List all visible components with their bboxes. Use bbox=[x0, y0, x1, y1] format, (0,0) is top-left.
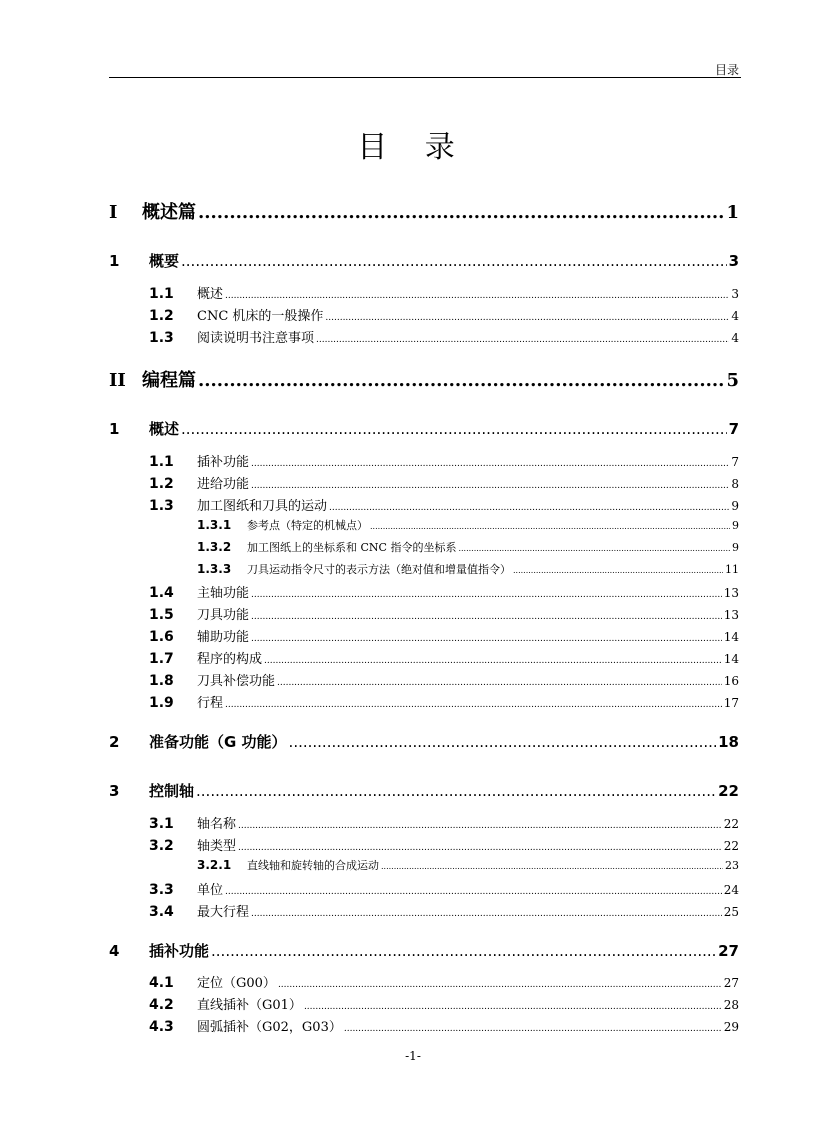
toc-entry[interactable] bbox=[109, 473, 739, 492]
toc-entry-title: 概述篇 bbox=[142, 202, 196, 223]
toc-leader-dots bbox=[251, 634, 722, 644]
toc-leader-dots bbox=[196, 782, 716, 800]
toc-entry-number: 1.9 bbox=[149, 695, 174, 711]
toc-entry-title: 插补功能 bbox=[197, 455, 250, 470]
toc-entry-number: 4.3 bbox=[149, 1019, 174, 1035]
toc-entry[interactable] bbox=[109, 940, 739, 961]
toc-entry-title: 最大行程 bbox=[197, 905, 250, 920]
toc-entry-title: 准备功能（G 功能） bbox=[149, 733, 287, 751]
toc-entry[interactable] bbox=[109, 604, 739, 623]
toc-entry-number: 1.3 bbox=[149, 498, 174, 514]
toc-entry-title: 刀具运动指令尺寸的表示方法（绝对值和增量值指令） bbox=[247, 563, 511, 576]
toc-entry-number: 3.2 bbox=[149, 838, 174, 854]
toc-entry-page: 27 bbox=[718, 942, 739, 960]
toc-entry-page: 22 bbox=[723, 839, 739, 853]
toc-entry[interactable] bbox=[109, 670, 739, 689]
toc-entry-page: 14 bbox=[723, 630, 739, 644]
toc-entry[interactable] bbox=[109, 305, 739, 324]
toc-entry-title: 程序的构成 bbox=[197, 652, 263, 667]
toc-entry-title: 刀具补偿功能 bbox=[197, 674, 276, 689]
page-number: -1- bbox=[405, 1049, 421, 1063]
toc-entry-title: 加工图纸和刀具的运动 bbox=[197, 499, 328, 514]
toc-entry-title: 概述 bbox=[197, 287, 224, 302]
toc-leader-dots bbox=[370, 522, 730, 531]
toc-entry-page: 28 bbox=[723, 998, 739, 1012]
toc-entry-number: 4 bbox=[109, 942, 120, 960]
toc-entry-title: 主轴功能 bbox=[197, 586, 250, 601]
toc-entry-title: 加工图纸上的坐标系和 CNC 指令的坐标系 bbox=[247, 541, 457, 554]
toc-leader-dots bbox=[251, 481, 729, 491]
toc-entry-title: 阅读说明书注意事项 bbox=[197, 331, 315, 346]
toc-entry-number: 1.1 bbox=[149, 286, 174, 302]
toc-entry-number: 1 bbox=[109, 420, 120, 438]
toc-entry[interactable] bbox=[109, 994, 739, 1013]
toc-leader-dots bbox=[278, 980, 722, 990]
toc-leader-dots bbox=[238, 821, 722, 831]
toc-entry-page: 1 bbox=[726, 202, 739, 223]
toc-entry-page: 22 bbox=[723, 817, 739, 831]
toc-entry-page: 27 bbox=[723, 976, 739, 990]
toc-leader-dots bbox=[289, 733, 717, 751]
toc-entry[interactable] bbox=[109, 327, 739, 346]
toc-leader-dots bbox=[238, 843, 722, 853]
toc-entry-number: 3 bbox=[109, 782, 120, 800]
toc-leader-dots bbox=[277, 678, 722, 688]
toc-entry-number: 3.2.1 bbox=[197, 858, 232, 872]
toc-entry-title: 轴类型 bbox=[197, 839, 237, 854]
toc-entry-number: 1.3.3 bbox=[197, 562, 232, 576]
toc-entry-page: 14 bbox=[723, 652, 739, 666]
page-title: 目 录 bbox=[357, 130, 469, 165]
toc-entry-page: 16 bbox=[723, 674, 739, 688]
toc-entry-title: 定位（G00） bbox=[197, 976, 276, 991]
toc-entry-page: 7 bbox=[731, 455, 739, 469]
toc-entry-page: 24 bbox=[723, 883, 739, 897]
toc-entry[interactable] bbox=[109, 879, 739, 898]
toc-entry-number: 3.4 bbox=[149, 904, 174, 920]
toc-leader-dots bbox=[251, 590, 722, 600]
toc-entry-page: 4 bbox=[731, 309, 739, 323]
toc-leader-dots bbox=[198, 202, 724, 223]
toc-entry-number: 4.1 bbox=[149, 975, 174, 991]
toc-entry-number: 1.3.1 bbox=[197, 518, 232, 532]
toc-entry-number: 4.2 bbox=[149, 997, 174, 1013]
toc-entry-number: 1.3.2 bbox=[197, 540, 232, 554]
toc-leader-dots bbox=[381, 862, 723, 871]
toc-entry-number: 1 bbox=[109, 252, 120, 270]
toc-entry-number: 1.8 bbox=[149, 673, 174, 689]
toc-entry-number: 1.2 bbox=[149, 308, 174, 324]
toc-entry-page: 18 bbox=[718, 733, 739, 751]
toc-leader-dots bbox=[225, 700, 722, 710]
toc-entry[interactable] bbox=[109, 813, 739, 832]
toc-leader-dots bbox=[251, 459, 729, 469]
toc-entry-page: 13 bbox=[723, 586, 739, 600]
toc-leader-dots bbox=[181, 420, 727, 438]
toc-leader-dots bbox=[304, 1002, 722, 1012]
toc-entry-title: 轴名称 bbox=[197, 817, 237, 832]
toc-entry-title: 圆弧插补（G02，G03） bbox=[197, 1020, 342, 1035]
toc-entry-page: 13 bbox=[723, 608, 739, 622]
toc-entry-page: 3 bbox=[731, 287, 739, 301]
toc-entry-title: 行程 bbox=[197, 696, 224, 711]
toc-entry-number: I bbox=[109, 202, 118, 223]
toc-entry[interactable] bbox=[109, 835, 739, 854]
toc-entry-title: 插补功能 bbox=[149, 942, 210, 960]
toc-leader-dots bbox=[211, 942, 716, 960]
toc-entry-title: CNC 机床的一般操作 bbox=[197, 309, 324, 324]
toc-leader-dots bbox=[344, 1024, 722, 1034]
toc-leader-dots bbox=[225, 887, 722, 897]
toc-entry[interactable] bbox=[109, 1016, 739, 1035]
toc-entry[interactable] bbox=[109, 731, 739, 752]
toc-entry-page: 8 bbox=[731, 477, 739, 491]
toc-entry[interactable] bbox=[109, 366, 739, 392]
header-title: 目录 bbox=[714, 63, 739, 77]
toc-entry-number: 1.7 bbox=[149, 651, 174, 667]
toc-entry-title: 编程篇 bbox=[142, 370, 196, 391]
toc-entry-title: 参考点（特定的机械点） bbox=[247, 519, 368, 532]
toc-leader-dots bbox=[251, 909, 722, 919]
toc-entry-number: 1.1 bbox=[149, 454, 174, 470]
toc-entry[interactable] bbox=[109, 857, 739, 873]
toc-entry[interactable] bbox=[109, 517, 739, 533]
toc-entry-number: 2 bbox=[109, 733, 120, 751]
toc-entry-title: 辅助功能 bbox=[197, 630, 250, 645]
toc-entry-number: 1.2 bbox=[149, 476, 174, 492]
toc-entry-page: 22 bbox=[718, 782, 739, 800]
toc-leader-dots bbox=[225, 291, 729, 301]
toc-leader-dots bbox=[458, 544, 730, 553]
toc-entry-page: 9 bbox=[732, 541, 739, 554]
toc-leader-dots bbox=[181, 252, 727, 270]
toc-leader-dots bbox=[325, 313, 729, 323]
toc-entry[interactable] bbox=[109, 626, 739, 645]
toc-entry-number: 1.3 bbox=[149, 330, 174, 346]
toc-entry-page: 29 bbox=[723, 1020, 739, 1034]
toc-entry[interactable] bbox=[109, 648, 739, 667]
toc-entry-page: 23 bbox=[725, 859, 739, 872]
toc-entry[interactable] bbox=[109, 692, 739, 711]
toc-entry-title: 直线插补（G01） bbox=[197, 998, 302, 1013]
toc-entry-page: 3 bbox=[728, 252, 739, 270]
toc-entry-number: 1.6 bbox=[149, 629, 174, 645]
toc-leader-dots bbox=[198, 370, 724, 391]
toc-entry-page: 25 bbox=[723, 905, 739, 919]
toc-entry[interactable] bbox=[109, 582, 739, 601]
toc-entry[interactable] bbox=[109, 283, 739, 302]
toc-entry[interactable] bbox=[109, 539, 739, 555]
toc-leader-dots bbox=[316, 335, 729, 345]
toc-entry[interactable] bbox=[109, 972, 739, 991]
toc-entry-title: 进给功能 bbox=[197, 477, 250, 492]
toc-entry-title: 直线轴和旋转轴的合成运动 bbox=[247, 859, 379, 872]
toc-entry-title: 概述 bbox=[149, 420, 180, 438]
toc-entry[interactable] bbox=[109, 495, 739, 514]
toc-entry[interactable] bbox=[109, 418, 739, 439]
toc-entry-title: 刀具功能 bbox=[197, 608, 250, 623]
toc-leader-dots bbox=[329, 503, 729, 513]
toc-entry-number: II bbox=[109, 370, 126, 391]
toc-entry-title: 概要 bbox=[149, 252, 180, 270]
toc-entry[interactable] bbox=[109, 780, 739, 801]
toc-entry-page: 9 bbox=[731, 499, 739, 513]
toc-entry[interactable] bbox=[109, 198, 739, 224]
toc-entry-page: 4 bbox=[731, 331, 739, 345]
toc-entry-title: 单位 bbox=[197, 883, 224, 898]
toc-entry-title: 控制轴 bbox=[149, 782, 195, 800]
toc-entry[interactable] bbox=[109, 561, 739, 577]
toc-entry-page: 7 bbox=[728, 420, 739, 438]
toc-entry-page: 11 bbox=[725, 563, 739, 576]
toc-entry[interactable] bbox=[109, 250, 739, 271]
toc-entry-page: 5 bbox=[726, 370, 739, 391]
toc-leader-dots bbox=[264, 656, 722, 666]
toc-entry-number: 3.1 bbox=[149, 816, 174, 832]
toc-entry-number: 3.3 bbox=[149, 882, 174, 898]
toc-leader-dots bbox=[513, 566, 723, 575]
toc-entry[interactable] bbox=[109, 901, 739, 920]
toc-entry-page: 9 bbox=[732, 519, 739, 532]
toc-entry-page: 17 bbox=[723, 696, 739, 710]
toc-entry-number: 1.5 bbox=[149, 607, 174, 623]
toc-entry-number: 1.4 bbox=[149, 585, 174, 601]
toc-leader-dots bbox=[251, 612, 722, 622]
toc-entry[interactable] bbox=[109, 451, 739, 470]
